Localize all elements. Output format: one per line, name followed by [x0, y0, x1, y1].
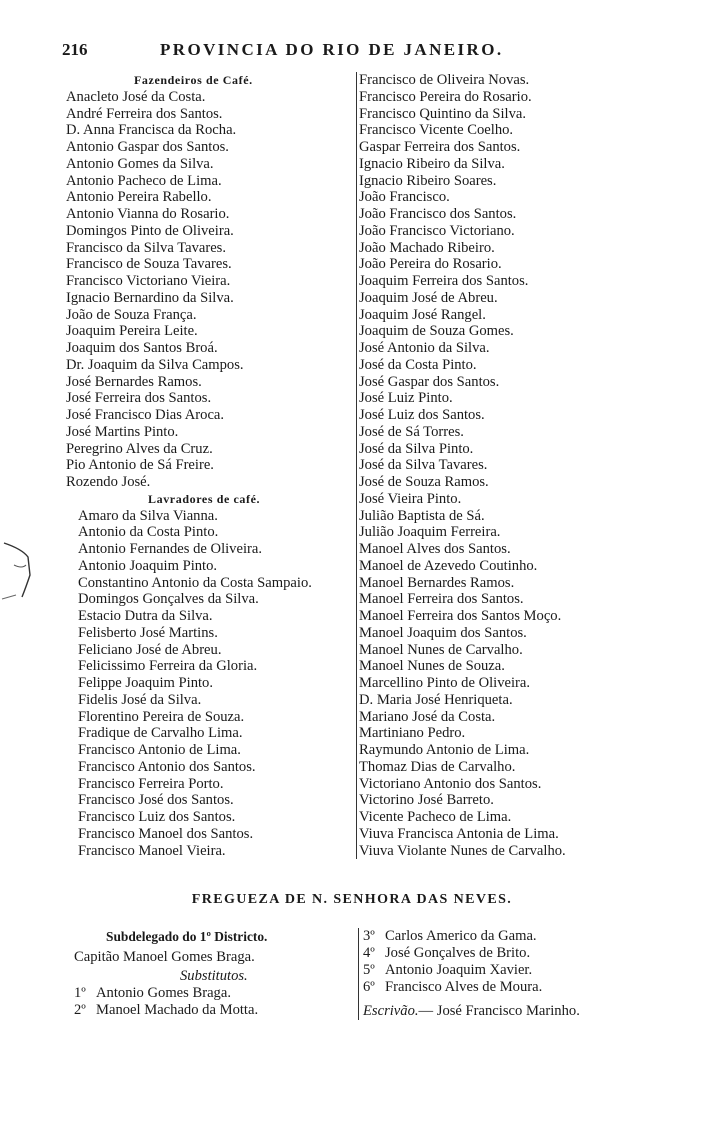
list-item: Domingos Gonçalves da Silva.: [78, 591, 259, 608]
list-item: José Antonio da Silva.: [359, 340, 490, 356]
list-item: João Francisco.: [359, 189, 450, 206]
list-item: Francisco Luiz dos Santos.: [78, 809, 236, 825]
list-item: José Luiz dos Santos.: [359, 407, 485, 423]
list-item: Francisco Vicente Coelho.: [359, 122, 514, 139]
substituto-name: José Gonçalves de Brito.: [385, 945, 531, 961]
list-item: Manoel Alves dos Santos.: [359, 541, 511, 557]
list-item: José Martins Pinto.: [66, 423, 179, 440]
escrivao-label: Escrivão.: [363, 1003, 419, 1019]
list-item: Antonio Pacheco de Lima.: [66, 172, 222, 189]
list-item: Constantino Antonio da Costa Sampaio.: [78, 574, 312, 591]
substituto-row: [363, 962, 663, 979]
list-item: Francisco Manoel dos Santos.: [78, 825, 254, 842]
list-item: Manoel Joaquim dos Santos.: [359, 624, 527, 641]
list-item: Feliciano José de Abreu.: [78, 641, 222, 658]
page-number: 216: [62, 40, 88, 59]
substituto-row: [74, 1002, 354, 1019]
list-item: Ignacio Ribeiro Soares.: [359, 172, 497, 189]
list-item: Viuva Violante Nunes de Carvalho.: [359, 842, 566, 859]
escrivao-name: — José Francisco Marinho.: [418, 1003, 580, 1019]
list-item: Manoel Ferreira dos Santos Moço.: [359, 608, 562, 624]
left-column: [66, 72, 352, 859]
margin-bracket-mark: [0, 535, 40, 605]
lavradores-list: [66, 508, 352, 860]
lavradores-heading: Lavradores de café.: [148, 491, 261, 506]
list-item: Victorino José Barreto.: [359, 792, 494, 809]
list-item: Francisco Victoriano Vieira.: [66, 273, 231, 289]
list-item: Antonio da Costa Pinto.: [78, 524, 219, 541]
list-item: Julião Baptista de Sá.: [359, 507, 485, 524]
list-item: Ignacio Ribeiro da Silva.: [359, 155, 505, 172]
list-item: Fradique de Carvalho Lima.: [78, 725, 243, 742]
list-item: Francisco Antonio de Lima.: [78, 742, 241, 758]
substitutos-right-list: [363, 928, 663, 996]
parish-officials-left: [74, 928, 354, 1019]
list-item: Domingos Pinto de Oliveira.: [66, 222, 234, 239]
substituto-name: Antonio Gomes Braga.: [96, 985, 231, 1001]
list-item: Francisco de Souza Tavares.: [66, 256, 232, 273]
list-item: Antonio Gaspar dos Santos.: [66, 139, 229, 155]
list-item: Florentino Pereira de Souza.: [78, 708, 245, 725]
list-item: Felisberto José Martins.: [78, 624, 218, 641]
list-item: Francisco Quintino da Silva.: [359, 105, 526, 122]
list-item: Ignacio Bernardino da Silva.: [66, 289, 234, 306]
list-item: Francisco José dos Santos.: [78, 792, 234, 809]
list-item: Antonio Vianna do Rosario.: [66, 206, 230, 222]
ordinal: 5º: [363, 962, 375, 978]
list-item: José Francisco Dias Aroca.: [66, 407, 225, 423]
fazendeiros-heading: Fazendeiros de Café.: [134, 73, 253, 87]
list-item: Manoel Ferreira dos Santos.: [359, 591, 524, 608]
list-item: Manoel Nunes de Souza.: [359, 658, 505, 675]
list-item: Viuva Francisca Antonia de Lima.: [359, 825, 559, 842]
substituto-row: [74, 985, 354, 1002]
list-item: Rozendo José.: [66, 474, 151, 490]
list-item: Manoel Bernardes Ramos.: [359, 574, 515, 591]
list-item: José Bernardes Ramos.: [66, 373, 202, 390]
list-item: Raymundo Antonio de Lima.: [359, 742, 530, 758]
list-item: Felippe Joaquim Pinto.: [78, 675, 213, 691]
list-item: Anacleto José da Costa.: [66, 88, 206, 105]
list-item: João Francisco dos Santos.: [359, 206, 517, 222]
list-item: Joaquim José de Abreu.: [359, 289, 498, 306]
list-item: Marcellino Pinto de Oliveira.: [359, 675, 531, 691]
list-item: José da Silva Pinto.: [359, 440, 474, 457]
list-item: José Ferreira dos Santos.: [66, 390, 212, 407]
substituto-row: [363, 928, 663, 945]
right-column: [356, 72, 659, 859]
subdelegado-name: Capitão Manoel Gomes Braga.: [74, 949, 255, 965]
list-item: Peregrino Alves da Cruz.: [66, 440, 213, 457]
substituto-name: Antonio Joaquim Xavier.: [385, 962, 533, 978]
list-item: José de Sá Torres.: [359, 423, 464, 440]
list-item: Francisco de Oliveira Novas.: [359, 72, 530, 88]
substituto-name: Manoel Machado da Motta.: [96, 1002, 259, 1018]
list-item: João Machado Ribeiro.: [359, 239, 495, 256]
list-item: José da Silva Tavares.: [359, 457, 488, 474]
list-item: Joaquim dos Santos Broá.: [66, 340, 218, 356]
list-item: André Ferreira dos Santos.: [66, 105, 223, 122]
running-title: PROVINCIA DO RIO DE JANEIRO.: [160, 40, 504, 59]
list-item: Gaspar Ferreira dos Santos.: [359, 139, 521, 155]
list-item: João Francisco Victoriano.: [359, 222, 515, 239]
list-item: Mariano José da Costa.: [359, 708, 496, 725]
list-item: Francisco Ferreira Porto.: [78, 775, 224, 792]
substituto-row: [363, 979, 663, 996]
list-item: José de Souza Ramos.: [359, 474, 489, 490]
list-item: Joaquim José Rangel.: [359, 306, 486, 323]
substitutos-left-list: [74, 985, 354, 1019]
list-item: Antonio Gomes da Silva.: [66, 155, 214, 172]
list-item: Julião Joaquim Ferreira.: [359, 524, 501, 541]
list-item: José Vieira Pinto.: [359, 490, 462, 507]
ordinal: 4º: [363, 945, 375, 961]
list-item: Joaquim Pereira Leite.: [66, 323, 198, 340]
list-item: Antonio Fernandes de Oliveira.: [78, 541, 262, 557]
list-item: Manoel de Azevedo Coutinho.: [359, 557, 538, 574]
list-item: Francisco Pereira do Rosario.: [359, 88, 532, 105]
list-item: João de Souza França.: [66, 306, 197, 323]
substituto-name: Francisco Alves de Moura.: [385, 979, 543, 995]
list-item: Estacio Dutra da Silva.: [78, 608, 213, 624]
ordinal: 6º: [363, 979, 375, 995]
substituto-row: [363, 945, 663, 962]
list-item: Martiniano Pedro.: [359, 725, 466, 742]
list-item: Dr. Joaquim da Silva Campos.: [66, 356, 244, 373]
list-item: Antonio Joaquim Pinto.: [78, 557, 218, 574]
list-item: Amaro da Silva Vianna.: [78, 507, 218, 524]
substituto-name: Carlos Americo da Gama.: [385, 928, 537, 944]
fazendeiros-list: [66, 89, 352, 491]
page-header: [0, 40, 704, 68]
right-names-list: [359, 72, 659, 859]
list-item: José Gaspar dos Santos.: [359, 373, 500, 390]
list-item: Fidelis José da Silva.: [78, 691, 202, 708]
list-item: Joaquim Ferreira dos Santos.: [359, 273, 529, 289]
parish-title: FREGUEZA DE N. SENHORA DAS NEVES.: [191, 892, 513, 907]
list-item: Vicente Pacheco de Lima.: [359, 809, 512, 825]
substitutos-heading: Substitutos.: [180, 968, 248, 984]
list-item: Manoel Nunes de Carvalho.: [359, 641, 523, 658]
ordinal: 3º: [363, 928, 375, 944]
ordinal: 1º: [74, 985, 86, 1001]
subdelegado-heading: Subdelegado do 1º Districto.: [106, 929, 268, 944]
list-item: D. Maria José Henriqueta.: [359, 691, 513, 708]
parish-officials-right: [358, 928, 663, 1020]
list-item: Felicissimo Ferreira da Gloria.: [78, 658, 258, 675]
list-item: José Luiz Pinto.: [359, 390, 453, 407]
list-item: D. Anna Francisca da Rocha.: [66, 122, 237, 139]
list-item: José da Costa Pinto.: [359, 356, 477, 373]
list-item: Antonio Pereira Rabello.: [66, 189, 212, 206]
list-item: Francisco Manoel Vieira.: [78, 842, 226, 859]
list-item: Pio Antonio de Sá Freire.: [66, 457, 214, 474]
list-item: Victoriano Antonio dos Santos.: [359, 775, 542, 792]
list-item: Francisco da Silva Tavares.: [66, 239, 227, 256]
list-item: João Pereira do Rosario.: [359, 256, 502, 273]
ordinal: 2º: [74, 1002, 86, 1018]
list-item: Joaquim de Souza Gomes.: [359, 323, 514, 340]
escrivao-line: [363, 1003, 663, 1020]
list-item: Francisco Antonio dos Santos.: [78, 758, 256, 775]
list-item: Thomaz Dias de Carvalho.: [359, 758, 516, 775]
